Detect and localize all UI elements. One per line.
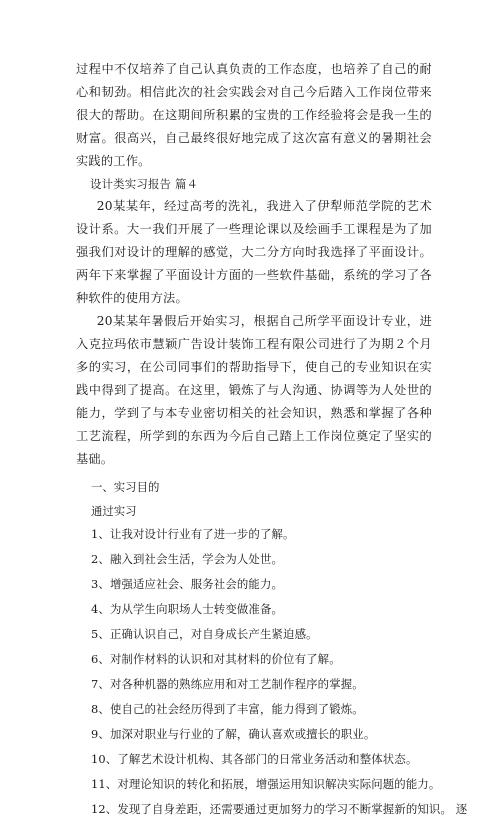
- list-item: 10、了解艺术设计机构、其各部门的日常业务活动和整体状态。: [91, 752, 418, 766]
- list-item: 7、对各种机器的熟练应用和对工艺制作程序的掌握。: [91, 677, 364, 691]
- body-paragraph-2: 20某某年暑假后开始实习，根据自己所学平面设计专业，进入克拉玛依市慧颖广告设计装饰工程有限公司进行了为期２个月多的实习，在公司同事们的帮助指导下，使自己的专业知识在实践中得到了提高。在这里，锻炼了与人沟通、协调等为人处世的能力，学到了与本专业密切相关的社会知识，熟悉和掌握了各种工艺流程，所学到的东西为今后自己踏上工作岗位奠定了坚实的基础。: [76, 314, 432, 466]
- goals-list: [76, 522, 468, 822]
- list-item: 11、对理论知识的转化和拓展，增强运用知识解决实际问题的能力。: [91, 777, 441, 791]
- body-paragraph-1: 20某某年，经过高考的洗礼，我进入了伊犁师范学院的艺术设计系。大一我们开展了一些理论课以及绘画手工课程是为了加强我们对设计的理解的感觉，大二分方向时我选择了平面设计。两年下来掌握了平面设计方面的一些软件基础，系统的学习了各种软件的使用方法。: [76, 199, 432, 305]
- list-item: 9、加深对职业与行业的了解，确认喜欢或擅长的职业。: [91, 727, 376, 741]
- section-subtitle: 通过实习: [91, 504, 137, 518]
- section-title: 一、实习目的: [91, 480, 160, 494]
- list-item: 6、对制作材料的认识和对其材料的价位有了解。: [91, 652, 341, 666]
- list-item: 12、发现了自身差距，还需要通过更加努力的学习不断掌握新的知识。 逐: [91, 802, 468, 816]
- list-item: 1、让我对设计行业有了进一步的了解。: [91, 527, 295, 541]
- list-item: 2、融入到社会生活，学会为人处世。: [91, 552, 284, 566]
- list-item: 5、正确认识自己，对自身成长产生紧迫感。: [91, 627, 318, 641]
- list-item: 8、使自己的社会经历得到了丰富，能力得到了锻炼。: [91, 702, 364, 716]
- article-heading: 设计类实习报告 篇４: [90, 177, 199, 191]
- continuation-paragraph: 过程中不仅培养了自己认真负责的工作态度，也培养了自己的耐心和韧劲。相信此次的社会实践会对自己今后踏入工作岗位带来很大的帮助。在这期间所积累的宝贵的工作经验将会是我一生的财富。很高兴，自己最终很好地完成了这次富有意义的暑期社会实践的工作。: [76, 62, 432, 168]
- list-item: 3、增强适应社会、服务社会的能力。: [91, 577, 284, 591]
- list-item: 4、为从学生向职场人士转变做准备。: [91, 602, 284, 616]
- document-page: [76, 58, 468, 822]
